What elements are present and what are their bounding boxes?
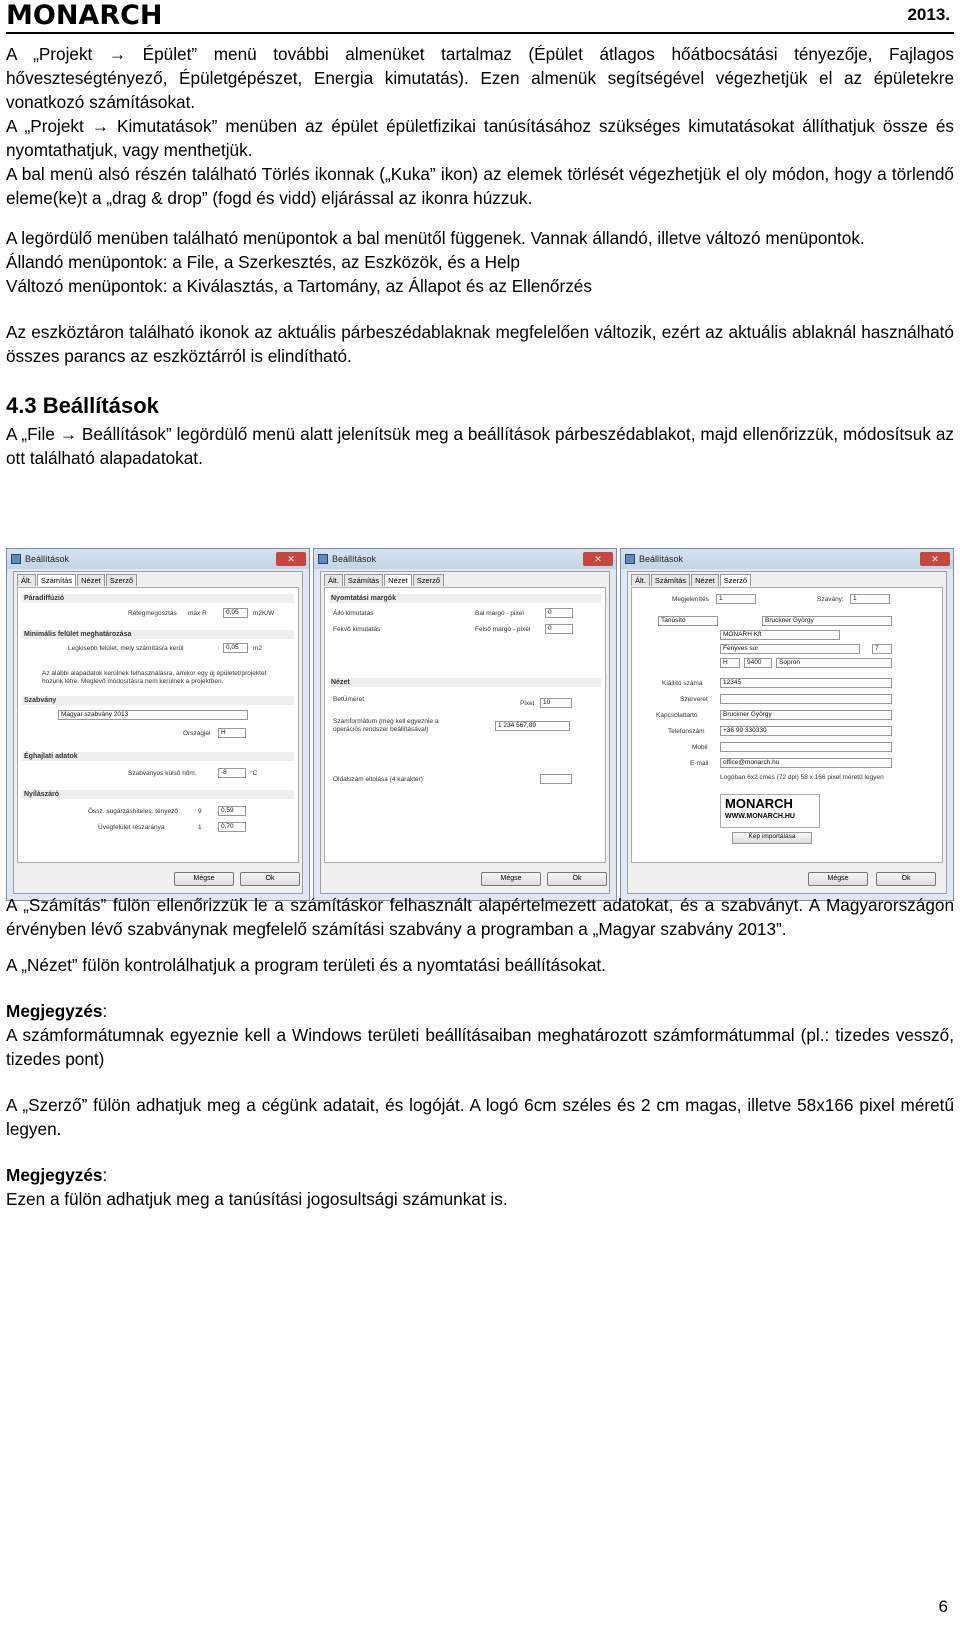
min-area-input[interactable]: 0,05 (223, 643, 248, 653)
field-label: max R (188, 610, 207, 617)
settings-window-calc (6, 548, 310, 901)
house-number-input[interactable]: 7 (872, 644, 892, 654)
paragraph: A legördülő menüben található menüpontok a bal menütől függenek. Vannak állandó, illetve változó menüpontok. (6, 228, 865, 248)
window-titlebar (7, 549, 309, 569)
app-icon (625, 554, 635, 564)
tab-view[interactable]: Nézet (691, 574, 719, 586)
field-label: E-mail (690, 760, 709, 767)
standard-select[interactable]: Magyar szabvány 2013 (58, 710, 248, 720)
field-label: Álló kimutatás (333, 610, 374, 617)
window-title: Beállítások (25, 554, 70, 564)
license-number-input[interactable]: 12345 (720, 678, 892, 688)
tab-content (324, 587, 606, 863)
note-label: Megjegyzés (6, 1165, 103, 1185)
field-label: Megjelenítés (672, 596, 709, 603)
section-label: Páradiffúzió (22, 594, 294, 603)
role-select[interactable]: Tanúsító (658, 616, 718, 626)
cancel-button[interactable]: Mégse (808, 872, 868, 886)
field-label: Össz. sugárzáshiteles. tényező (88, 808, 178, 815)
settings-window-view (313, 548, 617, 901)
email-input[interactable]: office@monarch.hu (720, 758, 892, 768)
paragraph: Változó menüpontok: a Kiválasztás, a Tartomány, az Állapot és az Ellenőrzés (6, 276, 592, 296)
standard-select[interactable]: 1 (850, 594, 890, 604)
field-label: Mobil (692, 744, 708, 751)
tab-general[interactable]: Ált. (631, 574, 650, 586)
tab-bar (628, 572, 946, 586)
note-colon: : (102, 1001, 108, 1021)
tab-author[interactable]: Szerző (720, 574, 751, 586)
paragraph: Az eszköztáron található ikonok az aktuális párbeszédablaknak megfelelően változik, ezért az aktuális ablaknál használható összes parancs az eszköztárról is elindítható. (6, 322, 954, 366)
close-icon[interactable]: ✕ (276, 552, 306, 566)
logo-hint: Logóban 6x2 cmes (72 dpi) 58 x 166 pixel méretű legyen (720, 774, 884, 781)
paragraph: Állandó menüpontok: a File, a Szerkesztés, az Eszközök, és a Help (6, 252, 520, 272)
tab-calc[interactable]: Számítás (37, 574, 76, 586)
logo-text: MONARCH (725, 796, 793, 811)
paragraph: A „Projekt → Kimutatások” menüben az épület épületfizikai tanúsításához szükséges kimutatásokat állíthatjuk össze és nyomtathatjuk, vagy menthetjük. (6, 116, 954, 160)
value-label: 9 (198, 808, 202, 815)
section-label: Nyomtatási margók (329, 594, 601, 603)
unit-label: m2 (253, 645, 263, 652)
dialog-panel (13, 571, 303, 894)
import-image-button[interactable]: Kép importálása (732, 832, 812, 844)
section-heading: 4.3 Beállítások (6, 393, 159, 418)
mobile-input[interactable] (720, 742, 892, 752)
ok-button[interactable]: Ok (876, 872, 936, 886)
document-body (6, 42, 954, 470)
field-label: Szerveret (680, 696, 708, 703)
window-title: Beállítások (332, 554, 377, 564)
tab-bar (14, 572, 302, 586)
field-label: Kiállító száma (662, 680, 703, 687)
note-title (6, 999, 954, 1023)
cancel-button[interactable]: Mégse (174, 872, 234, 886)
note-colon: : (102, 1165, 108, 1185)
field-label: Felső margó - pixel (475, 626, 531, 633)
dialog-panel (627, 571, 947, 894)
paragraph: Ezen a fülön adhatjuk meg a tanúsítási jogosultsági számunkat is. (6, 1189, 508, 1209)
dialog-panel (320, 571, 610, 894)
contact-input[interactable]: Bruckner György (720, 710, 892, 720)
window-titlebar (621, 549, 953, 569)
name-input[interactable]: Bruckner György (762, 616, 892, 626)
field-label: Szabványos külső hőm. (128, 770, 197, 777)
paragraph: A „Nézet” fülön kontrolálhatjuk a program területi és a nyomtatási beállításokat. (6, 955, 606, 975)
page-offset-input[interactable] (540, 774, 572, 784)
tab-general[interactable]: Ált. (324, 574, 343, 586)
window-title: Beállítások (639, 554, 684, 564)
field-label: Fekvő kimutatás (333, 626, 381, 633)
logo-url: WWW.MONARCH.HU (725, 813, 795, 820)
unit-label: °C (250, 770, 258, 777)
tab-general[interactable]: Ált. (17, 574, 36, 586)
page-header (6, 0, 954, 30)
note-title (6, 1163, 954, 1187)
field-label: Üvegfelület részaránya (98, 824, 165, 831)
note-label: Megjegyzés (6, 1001, 103, 1021)
field-label: Pixel (520, 700, 535, 707)
tab-content (17, 587, 299, 863)
field-label: Legkisebb felület, mely számításra kerül (68, 645, 184, 652)
tab-calc[interactable]: Számítás (651, 574, 690, 586)
field-label: Rétegmegosztás (128, 610, 177, 617)
app-icon (318, 554, 328, 564)
field-label: Oldalszám eltolása (4 karakter) (333, 776, 423, 783)
street-input[interactable]: Fenyves sor (720, 644, 860, 654)
paragraph: A „Számítás” fülön ellenőrizzük le a számításkor felhasznált alapértelmezett adatokat, és a szabványt. A Magyarországon érvényben lévő szabványnak megfelelő számítási szabvány a programban a „Magyar szabvány 2013”. (6, 895, 954, 939)
company-input[interactable]: MONARH Kft (720, 630, 840, 640)
header-year: 2013. (907, 5, 950, 24)
field-label: Kapcsolattartó (656, 712, 698, 719)
paragraph: A számformátumnak egyeznie kell a Windows területi beállításaiban meghatározott számformátummal (pl.: tizedes vessző, tizedes pont) (6, 1025, 954, 1069)
tab-view[interactable]: Nézet (384, 574, 412, 586)
company-logo-preview (720, 794, 820, 828)
field-label: Bal margó - pixel (475, 610, 524, 617)
ok-button[interactable]: Ok (547, 872, 607, 886)
settings-window-author (620, 548, 954, 901)
paragraph: A „Szerző” fülön adhatjuk meg a cégünk adatait, és logóját. A logó 6cm széles és 2 cm magas, illetve 58x166 pixel méretű legyen. (6, 1095, 954, 1139)
layer-split-input[interactable]: 0,05 (223, 608, 248, 618)
section-label: Éghajlati adatok (22, 752, 294, 761)
paragraph: A „File → Beállítások” legördülő menü alatt jelenítsük meg a beállítások párbeszédablakot, majd ellenőrizzük, módosítsuk az ott található alapadatokat. (6, 424, 954, 468)
section-label: Nézet (329, 678, 601, 687)
ok-button[interactable]: Ok (240, 872, 300, 886)
number-format-select[interactable]: 1 234 567,89 (495, 721, 570, 731)
g-factor-input[interactable]: 0,59 (218, 806, 246, 816)
window-titlebar (314, 549, 616, 569)
display-select[interactable]: 1 (716, 594, 756, 604)
left-margin-input[interactable]: 0 (545, 608, 573, 618)
city-input[interactable]: Sopron (776, 658, 892, 668)
document-body-lower (6, 893, 954, 1211)
country-input[interactable]: H (218, 728, 246, 738)
tab-author[interactable]: Szerző (106, 574, 137, 586)
header-rule (6, 32, 954, 34)
tab-calc[interactable]: Számítás (344, 574, 383, 586)
field-label: Számformátum (meg kell egyeznie a operációs rendszer beállításával) (333, 718, 439, 733)
settings-screenshots (6, 548, 954, 901)
server-input[interactable] (720, 694, 892, 704)
section-label: Nyílászáró (22, 790, 294, 799)
field-label: Telefonszám (668, 728, 705, 735)
app-icon (11, 554, 21, 564)
tab-author[interactable]: Szerző (413, 574, 444, 586)
close-icon[interactable]: ✕ (920, 552, 950, 566)
font-size-select[interactable]: 10 (540, 698, 572, 708)
section-label: Szabvány (22, 696, 294, 705)
field-label: Szavány: (817, 596, 844, 603)
info-note: Az alábbi alapadatok kerülnek felhasználásra, amikor egy új épületet/projektet hozunk létre. Meglévő módosításra nem kerülnek a projektben. (42, 670, 267, 685)
top-margin-input[interactable]: 0 (545, 624, 573, 634)
paragraph: A bal menü alsó részén található Törlés ikonnak („Kuka” ikon) az elemek törlését végezhetjük el oly módon, hogy a törlendő eleme(ke)t a „drag & drop” (fogd és vidd) eljárással az ikonra húzzuk. (6, 164, 954, 208)
phone-input[interactable]: +36 99 330330 (720, 726, 892, 736)
tab-bar (321, 572, 609, 586)
country-input[interactable]: H (720, 658, 740, 668)
cancel-button[interactable]: Mégse (481, 872, 541, 886)
outdoor-temp-input[interactable]: -8 (218, 768, 246, 778)
field-label: Országjel (183, 730, 211, 737)
close-icon[interactable]: ✕ (583, 552, 613, 566)
section-label: Minimális felület meghatározása (22, 630, 294, 639)
zip-input[interactable]: 9400 (744, 658, 772, 668)
field-label: BetÚméret (333, 696, 365, 703)
monarch-logo: MONARCH (6, 0, 163, 31)
glass-ratio-input[interactable]: 0,70 (218, 822, 246, 832)
tab-content (631, 587, 943, 863)
page-number: 6 (938, 1597, 948, 1616)
value-label: 1 (198, 824, 202, 831)
paragraph: A „Projekt → Épület” menü további almenüket tartalmaz (Épület átlagos hőátbocsátási tényezője, Fajlagos hőveszteségtényező, Épületgépészet, Energia kimutatás). Ezen almenük segítségével végezhetjük el az épületekre vonatkozó számításokat. (6, 44, 954, 112)
unit-label: m2K/W (253, 610, 275, 617)
tab-view[interactable]: Nézet (77, 574, 105, 586)
